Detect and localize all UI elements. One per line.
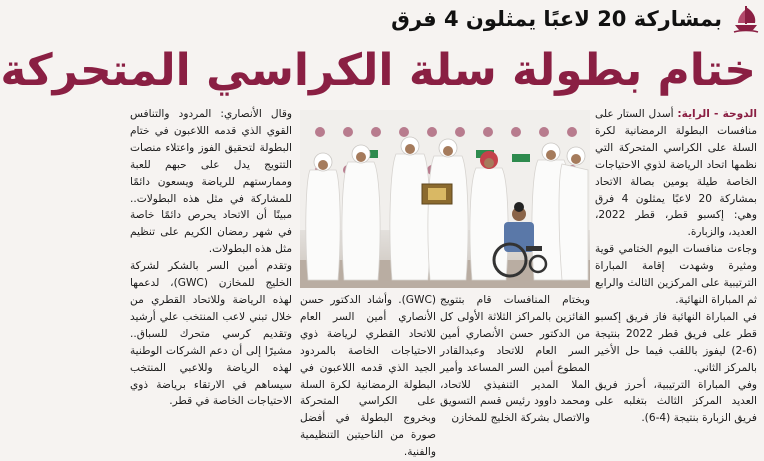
article-column-middle-right: وبختام المنافسات قام بتتويج الفائزين بالمراكز الثلاثة الأولى كل من الدكتور حسن الأنصاري أمين السر العام للاتحاد وعبدالقادر المطوع أمين السر المساعد وأمير الملا المدير التنفيذي للاتحاد، ومحمد داوود رئيس قسم التسويق والاتصال بشركة الخليج للمخازن	[440, 294, 590, 425]
article-paragraph: وفي المباراة الترتيبية، أحرز فريق العديد المركز الثالث بتغلبه على فريق الزبارة بنتيجة (4-6).	[595, 378, 757, 425]
kicker-headline: بمشاركة 20 لاعبًا يمثلون 4 فرق	[391, 7, 722, 31]
article-paragraph: وقال الأنصاري: المردود والتنافس القوي الذي قدمه اللاعبون في ختام البطولة لتحقيق الفوز واعتلاء منصات التتويج يدل على حبهم للعبة وممارستهم للرياضة ويسعون دائمًا للمشاركة في مثل هذه البطولات.. مبينًا أن الاتحاد يحرص دائمًا خاصة في شهر رمضان الكريم على تنظيم مثل هذه البطولات.	[130, 108, 292, 256]
dhow-logo-icon	[732, 4, 760, 34]
article-paragraph: وجاءت منافسات اليوم الختامي قوية ومثيرة وشهدت إقامة المباراة الترتيبية على المركزين الثالث والرابع ثم المباراة النهائية.	[595, 243, 757, 306]
article-paragraph: وتقدم أمين السر بالشكر لشركة الخليج للمخازن (GWC)، لدعمها لهذه الرياضة وللاتحاد القطري من خلال تبني لاعب المنتخب علي أرشيد وتقديم كرسي متحرك للسباق.. مشيرًا إلى أن دعم الشركات الوطنية لهذه الرياضة وللاعبي المنتخب سيساهم في الارتقاء برياضة ذوي الاحتياجات الخاصة في قطر.	[130, 260, 292, 408]
article-column-middle-left: (GWC). وأشاد الدكتور حسن الأنصاري أمين السر العام للاتحاد القطري لرياضة ذوي الاحتياجات الخاصة بالمردود الجيد الذي قدمه اللاعبون في البطولة الرمضانية لكرة السلة على الكراسي المتحركة وبخروج البطولة في أفضل صورة من الناحيتين التنظيمية والفنية.	[300, 294, 436, 459]
byline: الدوحة - الراية:	[677, 108, 757, 120]
article-column-right	[595, 106, 757, 456]
article-paragraph: في المباراة النهائية فاز فريق إكسبو قطر على فريق قطر 2022 بنتيجة (6-2) ليفوز باللقب فيما حل الأخير بالمركز الثاني.	[595, 310, 757, 374]
article-column-left	[130, 106, 292, 456]
main-headline: ختام بطولة سلة الكراسي المتحركة	[0, 45, 756, 96]
award-ceremony-photo	[300, 110, 590, 288]
lead-text: أسدل الستار على منافسات البطولة الرمضانية لكرة السلة على الكراسي المتحركة التي نظمها اتحاد الرياضة لذوي الاحتياجات الخاصة طيلة يومين بصالة الاتحاد بمشاركة 20 لاعبًا يمثلون 4 فرق وهي: إكسبو قطر، قطر 2022، العديد، والزبارة.	[595, 108, 758, 239]
article-paragraph	[595, 106, 757, 241]
